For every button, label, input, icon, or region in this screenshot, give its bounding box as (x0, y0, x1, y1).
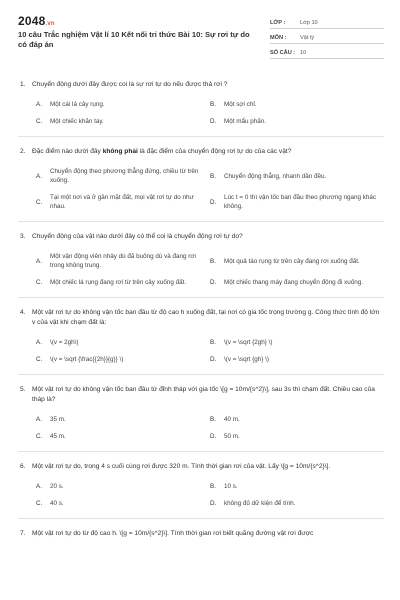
meta-value: 10 (300, 50, 307, 56)
option-letter: B. (210, 339, 216, 346)
question-text-part: là đặc điểm của chuyển động rơi tự do của các vật? (137, 148, 292, 155)
option-text: Một chiếc thang máy đang chuyển động đi xuống. (224, 279, 363, 286)
option-text: 40 s. (50, 500, 64, 507)
option-text: Một cái lá cây rụng. (50, 101, 105, 108)
option-letter: C. (36, 118, 43, 125)
option-letter: D. (210, 279, 217, 286)
answer-options (36, 338, 384, 364)
question-number: 3. (20, 233, 26, 240)
option-letter: B. (210, 101, 216, 108)
answer-options (36, 167, 384, 211)
option-text: 20 s. (50, 483, 64, 490)
option-b[interactable] (210, 482, 384, 491)
option-text: Tại một nơi và ở gần mặt đất, mọi vật rơi tự do như nhau. (50, 194, 194, 210)
divider (18, 518, 384, 519)
meta-value: Lớp 10 (300, 20, 318, 26)
meta-label: SỐ CÂU : (270, 50, 296, 56)
option-text: Chuyển động theo phương thẳng đứng, chiều từ trên xuống. (50, 168, 199, 184)
option-d[interactable] (210, 117, 384, 126)
logo-suffix: .vn (45, 21, 55, 27)
answer-options (36, 252, 384, 287)
option-text: Một vận động viên nhảy dù đã buông dù và đang rơi trong không trung. (50, 253, 196, 269)
option-b[interactable] (210, 167, 384, 185)
question-6 (18, 462, 384, 508)
option-letter: B. (210, 257, 216, 265)
option-letter: D. (210, 118, 217, 125)
meta-row-class (270, 14, 384, 29)
option-text: Một quả táo rụng từ trên cây đang rơi xuống đất. (224, 257, 360, 265)
option-letter: C. (36, 279, 43, 286)
question-1 (18, 80, 384, 126)
question-emphasis: không phải (102, 148, 138, 155)
option-text: 35 m. (50, 416, 66, 423)
meta-row-count (270, 44, 384, 59)
option-c[interactable] (36, 117, 210, 126)
question-number: 6. (20, 463, 26, 470)
option-text: 50 m. (224, 433, 240, 440)
option-text: Lúc t = 0 thì vận tốc ban đầu theo phương ngang khác không. (224, 194, 377, 210)
question-list (18, 80, 384, 539)
question-number: 5. (20, 386, 26, 393)
option-text: 10 s. (224, 483, 238, 490)
divider (18, 136, 384, 137)
meta-value: Vật lý (300, 35, 314, 41)
option-d[interactable] (210, 193, 384, 211)
site-logo[interactable] (18, 14, 55, 28)
question-text: Một vật rơi tự do từ độ cao h. \[g = 10m/{s^2}\]. Tính thời gian rơi biết quãng đường vật rơi được (32, 530, 314, 537)
option-letter: A. (36, 172, 42, 180)
question-2 (18, 147, 384, 211)
option-text: Một sợi chỉ. (224, 101, 257, 108)
option-text: \(v = \sqrt {gh} \) (224, 356, 269, 363)
question-text: Chuyển động của vật nào dưới đây có thể coi là chuyển động rơi tự do? (32, 233, 243, 240)
option-text: Một chiếc khăn tay. (50, 118, 104, 125)
option-a[interactable] (36, 167, 210, 185)
question-text: Một vật rơi tự do không vận tốc ban đầu từ đỉnh tháp với gia tốc \[g = 10m/{s^2}\], sau 3s thì chạm đất. Chiều cao của tháp là? (32, 386, 375, 403)
document-title: 10 câu Trắc nghiệm Vật lí 10 Kết nối tri thức Bài 10: Sự rơi tự do có đáp án (18, 30, 250, 49)
divider (18, 297, 384, 298)
option-d[interactable] (210, 432, 384, 441)
option-b[interactable] (210, 100, 384, 109)
option-letter: A. (36, 416, 42, 423)
document-header (18, 12, 384, 62)
answer-options (36, 482, 384, 508)
option-letter: C. (36, 500, 43, 507)
option-d[interactable] (210, 278, 384, 287)
option-letter: C. (36, 356, 43, 363)
option-c[interactable] (36, 432, 210, 441)
option-text: 40 m. (224, 416, 240, 423)
option-b[interactable] (210, 338, 384, 347)
option-d[interactable] (210, 499, 384, 508)
logo-text: 2048 (18, 14, 46, 28)
question-text: Chuyển động dưới đây được coi là sự rơi tự do nếu được thả rơi ? (32, 81, 228, 88)
answer-options (36, 415, 384, 441)
option-a[interactable] (36, 338, 210, 347)
option-d[interactable] (210, 355, 384, 364)
option-letter: D. (210, 198, 217, 206)
option-letter: B. (210, 483, 216, 490)
option-c[interactable] (36, 278, 210, 287)
option-a[interactable] (36, 100, 210, 109)
question-number: 4. (20, 309, 26, 316)
option-a[interactable] (36, 415, 210, 424)
option-letter: C. (36, 198, 43, 206)
meta-table (270, 14, 384, 59)
question-7 (18, 529, 384, 539)
divider (18, 374, 384, 375)
option-text: \(v = \sqrt {2gh} \) (224, 339, 273, 346)
question-3 (18, 232, 384, 287)
option-letter: A. (36, 483, 42, 490)
option-letter: A. (36, 101, 42, 108)
option-b[interactable] (210, 415, 384, 424)
option-text: Chuyển động thẳng, nhanh dần đều. (224, 172, 327, 180)
question-text: Một vật rơi tự do không vận tốc ban đầu từ độ cao h xuống đất, tại nơi có gia tốc trọng trường g. Công thức tính độ lớn v của vật khi chạm đất là: (32, 309, 380, 326)
option-c[interactable] (36, 499, 210, 508)
question-number: 1. (20, 81, 26, 88)
meta-row-subject (270, 29, 384, 44)
divider (18, 451, 384, 452)
option-text: \(v = \sqrt {\frac{{2h}}{g}} \) (50, 356, 124, 363)
option-letter: D. (210, 500, 217, 507)
option-letter: A. (36, 257, 42, 265)
option-text: 45 m. (50, 433, 66, 440)
option-letter: B. (210, 416, 216, 423)
option-c[interactable] (36, 193, 210, 211)
question-number: 2. (20, 148, 26, 155)
divider (18, 221, 384, 222)
option-c[interactable] (36, 355, 210, 364)
option-text: \(v = 2gh\) (50, 339, 79, 346)
question-4 (18, 308, 384, 364)
option-a[interactable] (36, 252, 210, 270)
question-text: Một vật rơi tự do, trong 4 s cuối cùng rơi được 320 m. Tính thời gian rơi của vật. Lấy \[g = 10m/{s^2}\]. (32, 463, 331, 470)
question-text-part: Đặc điểm nào dưới đây (32, 148, 103, 155)
option-letter: D. (210, 356, 217, 363)
question-number: 7. (20, 530, 26, 537)
question-text (32, 147, 384, 157)
meta-label: MÔN : (270, 35, 287, 41)
option-text: Một mẩu phấn. (224, 118, 267, 125)
meta-label: LỚP : (270, 20, 286, 26)
option-text: không đủ dữ kiện để tính. (224, 500, 296, 507)
option-letter: D. (210, 433, 217, 440)
option-text: Một chiếc lá rụng đang rơi từ trên cây xuống đất. (50, 279, 187, 286)
question-5 (18, 385, 384, 441)
option-letter: C. (36, 433, 43, 440)
option-a[interactable] (36, 482, 210, 491)
answer-options (36, 100, 384, 126)
option-letter: B. (210, 172, 216, 180)
option-b[interactable] (210, 252, 384, 270)
option-letter: A. (36, 339, 42, 346)
